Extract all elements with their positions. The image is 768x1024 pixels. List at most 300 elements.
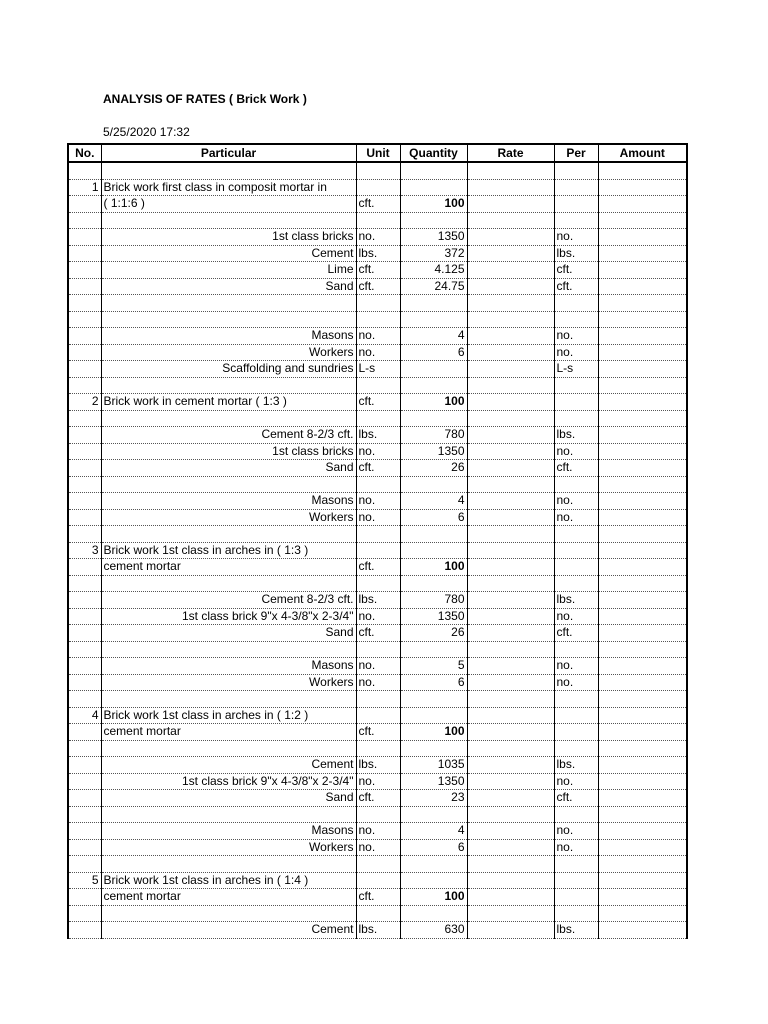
cell-rate (467, 278, 554, 295)
cell-amount (598, 757, 687, 774)
cell-amount (598, 889, 687, 906)
cell-particular: Cement (101, 922, 356, 939)
cell-quantity: 26 (400, 460, 467, 477)
cell-amount (598, 245, 687, 262)
cell-unit (356, 905, 400, 922)
cell-rate (467, 344, 554, 361)
cell-per (554, 526, 598, 543)
cell-unit (356, 856, 400, 873)
table-row (68, 542, 687, 559)
table-row (68, 410, 687, 427)
column-header-unit: Unit (356, 144, 400, 162)
cell-particular (101, 295, 356, 312)
table-row (68, 476, 687, 493)
cell-quantity: 630 (400, 922, 467, 939)
cell-rate (467, 476, 554, 493)
cell-particular: Brick work 1st class in arches in ( 1:4 ) (101, 872, 356, 889)
column-header-quantity: Quantity (400, 144, 467, 162)
cell-unit: no. (356, 823, 400, 840)
cell-amount (598, 196, 687, 213)
table-row (68, 493, 687, 510)
cell-quantity: 24.75 (400, 278, 467, 295)
cell-amount (598, 212, 687, 229)
cell-quantity: 100 (400, 559, 467, 576)
cell-quantity (400, 295, 467, 312)
cell-quantity: 372 (400, 245, 467, 262)
cell-amount (598, 559, 687, 576)
cell-per (554, 724, 598, 741)
cell-rate (467, 179, 554, 196)
cell-no (68, 328, 101, 345)
table-row (68, 443, 687, 460)
table-row (68, 344, 687, 361)
cell-rate (467, 740, 554, 757)
cell-particular (101, 575, 356, 592)
cell-rate (467, 839, 554, 856)
cell-unit: no. (356, 658, 400, 675)
cell-quantity: 1350 (400, 608, 467, 625)
cell-quantity: 6 (400, 839, 467, 856)
cell-rate (467, 790, 554, 807)
cell-no (68, 361, 101, 378)
cell-unit (356, 212, 400, 229)
rate-analysis-table (67, 143, 688, 939)
cell-quantity (400, 740, 467, 757)
cell-particular: Scaffolding and sundries (101, 361, 356, 378)
cell-amount (598, 509, 687, 526)
table-row (68, 691, 687, 708)
cell-no (68, 592, 101, 609)
cell-quantity: 4.125 (400, 262, 467, 279)
cell-particular: Workers (101, 839, 356, 856)
cell-amount (598, 394, 687, 411)
cell-no (68, 196, 101, 213)
cell-amount (598, 641, 687, 658)
cell-amount (598, 542, 687, 559)
cell-particular: 1st class bricks (101, 229, 356, 246)
cell-no (68, 460, 101, 477)
cell-rate (467, 443, 554, 460)
cell-no (68, 526, 101, 543)
table-row (68, 608, 687, 625)
cell-rate (467, 674, 554, 691)
cell-no (68, 740, 101, 757)
cell-quantity (400, 872, 467, 889)
cell-particular (101, 905, 356, 922)
cell-quantity: 1350 (400, 443, 467, 460)
cell-per: lbs. (554, 592, 598, 609)
cell-per: lbs. (554, 757, 598, 774)
cell-no (68, 905, 101, 922)
table-row (68, 707, 687, 724)
column-header-rate: Rate (467, 144, 554, 162)
cell-quantity: 26 (400, 625, 467, 642)
cell-unit: no. (356, 608, 400, 625)
table-row (68, 328, 687, 345)
cell-amount (598, 823, 687, 840)
cell-no (68, 608, 101, 625)
cell-amount (598, 361, 687, 378)
cell-amount (598, 707, 687, 724)
cell-quantity: 4 (400, 823, 467, 840)
cell-no (68, 377, 101, 394)
cell-unit: no. (356, 839, 400, 856)
cell-quantity (400, 212, 467, 229)
cell-per: no. (554, 328, 598, 345)
table-row (68, 427, 687, 444)
cell-rate (467, 295, 554, 312)
cell-unit: lbs. (356, 245, 400, 262)
cell-unit (356, 707, 400, 724)
cell-per: lbs. (554, 245, 598, 262)
cell-rate (467, 229, 554, 246)
cell-quantity (400, 575, 467, 592)
table-row (68, 394, 687, 411)
cell-per (554, 707, 598, 724)
cell-quantity (400, 377, 467, 394)
table-row (68, 839, 687, 856)
cell-unit (356, 476, 400, 493)
cell-rate (467, 311, 554, 328)
cell-amount (598, 493, 687, 510)
cell-quantity (400, 542, 467, 559)
cell-rate (467, 542, 554, 559)
cell-rate (467, 625, 554, 642)
cell-unit: no. (356, 328, 400, 345)
cell-quantity: 6 (400, 674, 467, 691)
cell-no (68, 839, 101, 856)
cell-amount (598, 427, 687, 444)
cell-unit (356, 410, 400, 427)
cell-unit: no. (356, 493, 400, 510)
cell-rate (467, 641, 554, 658)
cell-amount (598, 460, 687, 477)
header-row (68, 144, 687, 162)
cell-per (554, 394, 598, 411)
cell-no (68, 509, 101, 526)
cell-per (554, 559, 598, 576)
cell-particular: Cement 8-2/3 cft. (101, 592, 356, 609)
cell-rate (467, 377, 554, 394)
cell-no (68, 922, 101, 939)
cell-per: no. (554, 658, 598, 675)
cell-particular: Workers (101, 509, 356, 526)
cell-rate (467, 658, 554, 675)
cell-quantity: 780 (400, 427, 467, 444)
table-row (68, 740, 687, 757)
cell-amount (598, 922, 687, 939)
table-row (68, 526, 687, 543)
table-row (68, 674, 687, 691)
cell-particular: cement mortar (101, 724, 356, 741)
cell-particular (101, 691, 356, 708)
cell-rate (467, 427, 554, 444)
cell-no: 5 (68, 872, 101, 889)
table-row (68, 724, 687, 741)
cell-amount (598, 740, 687, 757)
cell-particular: Sand (101, 278, 356, 295)
cell-no (68, 806, 101, 823)
cell-particular: Cement 8-2/3 cft. (101, 427, 356, 444)
date-time-stamp: 5/25/2020 17:32 (103, 125, 190, 139)
cell-no: 1 (68, 179, 101, 196)
cell-per: cft. (554, 790, 598, 807)
cell-no (68, 790, 101, 807)
cell-no (68, 641, 101, 658)
cell-rate (467, 394, 554, 411)
cell-rate (467, 410, 554, 427)
cell-unit (356, 575, 400, 592)
cell-particular: Brick work 1st class in arches in ( 1:2 ) (101, 707, 356, 724)
table-row (68, 905, 687, 922)
cell-no (68, 344, 101, 361)
cell-rate (467, 922, 554, 939)
cell-no (68, 162, 101, 179)
cell-quantity: 6 (400, 509, 467, 526)
cell-per (554, 740, 598, 757)
table-row (68, 460, 687, 477)
cell-per (554, 410, 598, 427)
cell-particular: 1st class brick 9"x 4-3/8"x 2-3/4" (101, 773, 356, 790)
cell-quantity: 1350 (400, 773, 467, 790)
cell-particular (101, 212, 356, 229)
cell-amount (598, 839, 687, 856)
cell-quantity (400, 905, 467, 922)
cell-particular: Cement (101, 245, 356, 262)
cell-quantity (400, 526, 467, 543)
cell-unit (356, 641, 400, 658)
cell-particular (101, 856, 356, 873)
cell-particular (101, 526, 356, 543)
cell-amount (598, 179, 687, 196)
cell-amount (598, 311, 687, 328)
cell-amount (598, 691, 687, 708)
cell-rate (467, 509, 554, 526)
cell-amount (598, 295, 687, 312)
cell-particular: Masons (101, 658, 356, 675)
cell-particular: cement mortar (101, 559, 356, 576)
cell-per (554, 889, 598, 906)
cell-unit: cft. (356, 625, 400, 642)
cell-no (68, 245, 101, 262)
cell-no (68, 773, 101, 790)
table-row (68, 625, 687, 642)
cell-rate (467, 575, 554, 592)
cell-no (68, 823, 101, 840)
cell-unit: cft. (356, 262, 400, 279)
cell-quantity: 100 (400, 889, 467, 906)
cell-per: no. (554, 674, 598, 691)
table-row (68, 361, 687, 378)
cell-unit: no. (356, 674, 400, 691)
cell-particular: cement mortar (101, 889, 356, 906)
cell-no: 3 (68, 542, 101, 559)
cell-amount (598, 592, 687, 609)
cell-amount (598, 377, 687, 394)
table-row (68, 922, 687, 939)
table-row (68, 856, 687, 873)
column-header-no: No. (68, 144, 101, 162)
cell-rate (467, 773, 554, 790)
cell-unit: cft. (356, 394, 400, 411)
cell-quantity (400, 806, 467, 823)
cell-per: no. (554, 443, 598, 460)
cell-no (68, 278, 101, 295)
cell-particular: Masons (101, 493, 356, 510)
cell-unit: no. (356, 443, 400, 460)
table-row (68, 872, 687, 889)
cell-no (68, 658, 101, 675)
cell-rate (467, 526, 554, 543)
cell-amount (598, 476, 687, 493)
cell-particular (101, 806, 356, 823)
cell-quantity (400, 311, 467, 328)
cell-no: 4 (68, 707, 101, 724)
table-row (68, 773, 687, 790)
cell-no (68, 856, 101, 873)
cell-unit: no. (356, 344, 400, 361)
cell-rate (467, 889, 554, 906)
cell-unit (356, 872, 400, 889)
cell-per: no. (554, 344, 598, 361)
cell-quantity (400, 691, 467, 708)
cell-quantity (400, 179, 467, 196)
cell-rate (467, 608, 554, 625)
cell-particular: 1st class bricks (101, 443, 356, 460)
cell-no (68, 476, 101, 493)
cell-quantity: 780 (400, 592, 467, 609)
table-row (68, 229, 687, 246)
column-header-per: Per (554, 144, 598, 162)
cell-per (554, 196, 598, 213)
cell-no (68, 410, 101, 427)
cell-quantity: 4 (400, 328, 467, 345)
table-row (68, 757, 687, 774)
cell-no (68, 724, 101, 741)
cell-no (68, 691, 101, 708)
cell-no (68, 575, 101, 592)
cell-per: cft. (554, 625, 598, 642)
cell-per: no. (554, 608, 598, 625)
cell-per (554, 295, 598, 312)
cell-quantity: 23 (400, 790, 467, 807)
cell-particular: Workers (101, 674, 356, 691)
cell-particular: Sand (101, 460, 356, 477)
table-row (68, 559, 687, 576)
cell-amount (598, 328, 687, 345)
cell-rate (467, 757, 554, 774)
cell-no (68, 427, 101, 444)
cell-rate (467, 559, 554, 576)
cell-unit: lbs. (356, 592, 400, 609)
cell-per (554, 575, 598, 592)
cell-per (554, 856, 598, 873)
cell-per (554, 311, 598, 328)
cell-unit (356, 311, 400, 328)
cell-quantity (400, 476, 467, 493)
cell-particular: Workers (101, 344, 356, 361)
cell-particular: Lime (101, 262, 356, 279)
cell-no (68, 625, 101, 642)
cell-particular: 1st class brick 9"x 4-3/8"x 2-3/4" (101, 608, 356, 625)
cell-amount (598, 625, 687, 642)
cell-unit: lbs. (356, 757, 400, 774)
cell-unit: cft. (356, 724, 400, 741)
cell-amount (598, 575, 687, 592)
cell-amount (598, 856, 687, 873)
cell-quantity (400, 162, 467, 179)
cell-amount (598, 229, 687, 246)
cell-per (554, 691, 598, 708)
cell-quantity (400, 361, 467, 378)
cell-particular: Brick work first class in composit mortar in (101, 179, 356, 196)
cell-quantity: 100 (400, 196, 467, 213)
cell-per: no. (554, 509, 598, 526)
cell-amount (598, 790, 687, 807)
cell-per (554, 476, 598, 493)
cell-no (68, 295, 101, 312)
cell-per (554, 641, 598, 658)
cell-amount (598, 443, 687, 460)
cell-per: lbs. (554, 922, 598, 939)
cell-amount (598, 658, 687, 675)
table-row (68, 278, 687, 295)
table-row (68, 658, 687, 675)
table-row (68, 162, 687, 179)
cell-unit: cft. (356, 196, 400, 213)
cell-unit (356, 806, 400, 823)
cell-per (554, 806, 598, 823)
cell-unit: cft. (356, 460, 400, 477)
cell-unit: cft. (356, 790, 400, 807)
cell-amount (598, 905, 687, 922)
cell-rate (467, 724, 554, 741)
table-row (68, 295, 687, 312)
cell-unit (356, 526, 400, 543)
cell-per: cft. (554, 460, 598, 477)
table-row (68, 790, 687, 807)
table-row (68, 212, 687, 229)
cell-rate (467, 691, 554, 708)
table-row (68, 311, 687, 328)
cell-particular (101, 377, 356, 394)
cell-no (68, 757, 101, 774)
cell-per (554, 377, 598, 394)
cell-amount (598, 806, 687, 823)
cell-unit (356, 162, 400, 179)
cell-unit: cft. (356, 278, 400, 295)
cell-particular: Cement (101, 757, 356, 774)
column-header-particular: Particular (101, 144, 356, 162)
cell-no (68, 229, 101, 246)
cell-amount (598, 344, 687, 361)
cell-quantity: 5 (400, 658, 467, 675)
cell-particular: ( 1:1:6 ) (101, 196, 356, 213)
cell-amount (598, 608, 687, 625)
cell-amount (598, 162, 687, 179)
cell-particular (101, 740, 356, 757)
cell-per: no. (554, 493, 598, 510)
cell-particular: Brick work 1st class in arches in ( 1:3 ) (101, 542, 356, 559)
table-row (68, 823, 687, 840)
cell-amount (598, 526, 687, 543)
cell-rate (467, 196, 554, 213)
table-row (68, 262, 687, 279)
cell-unit: lbs. (356, 922, 400, 939)
cell-no (68, 493, 101, 510)
cell-rate (467, 361, 554, 378)
cell-unit (356, 295, 400, 312)
